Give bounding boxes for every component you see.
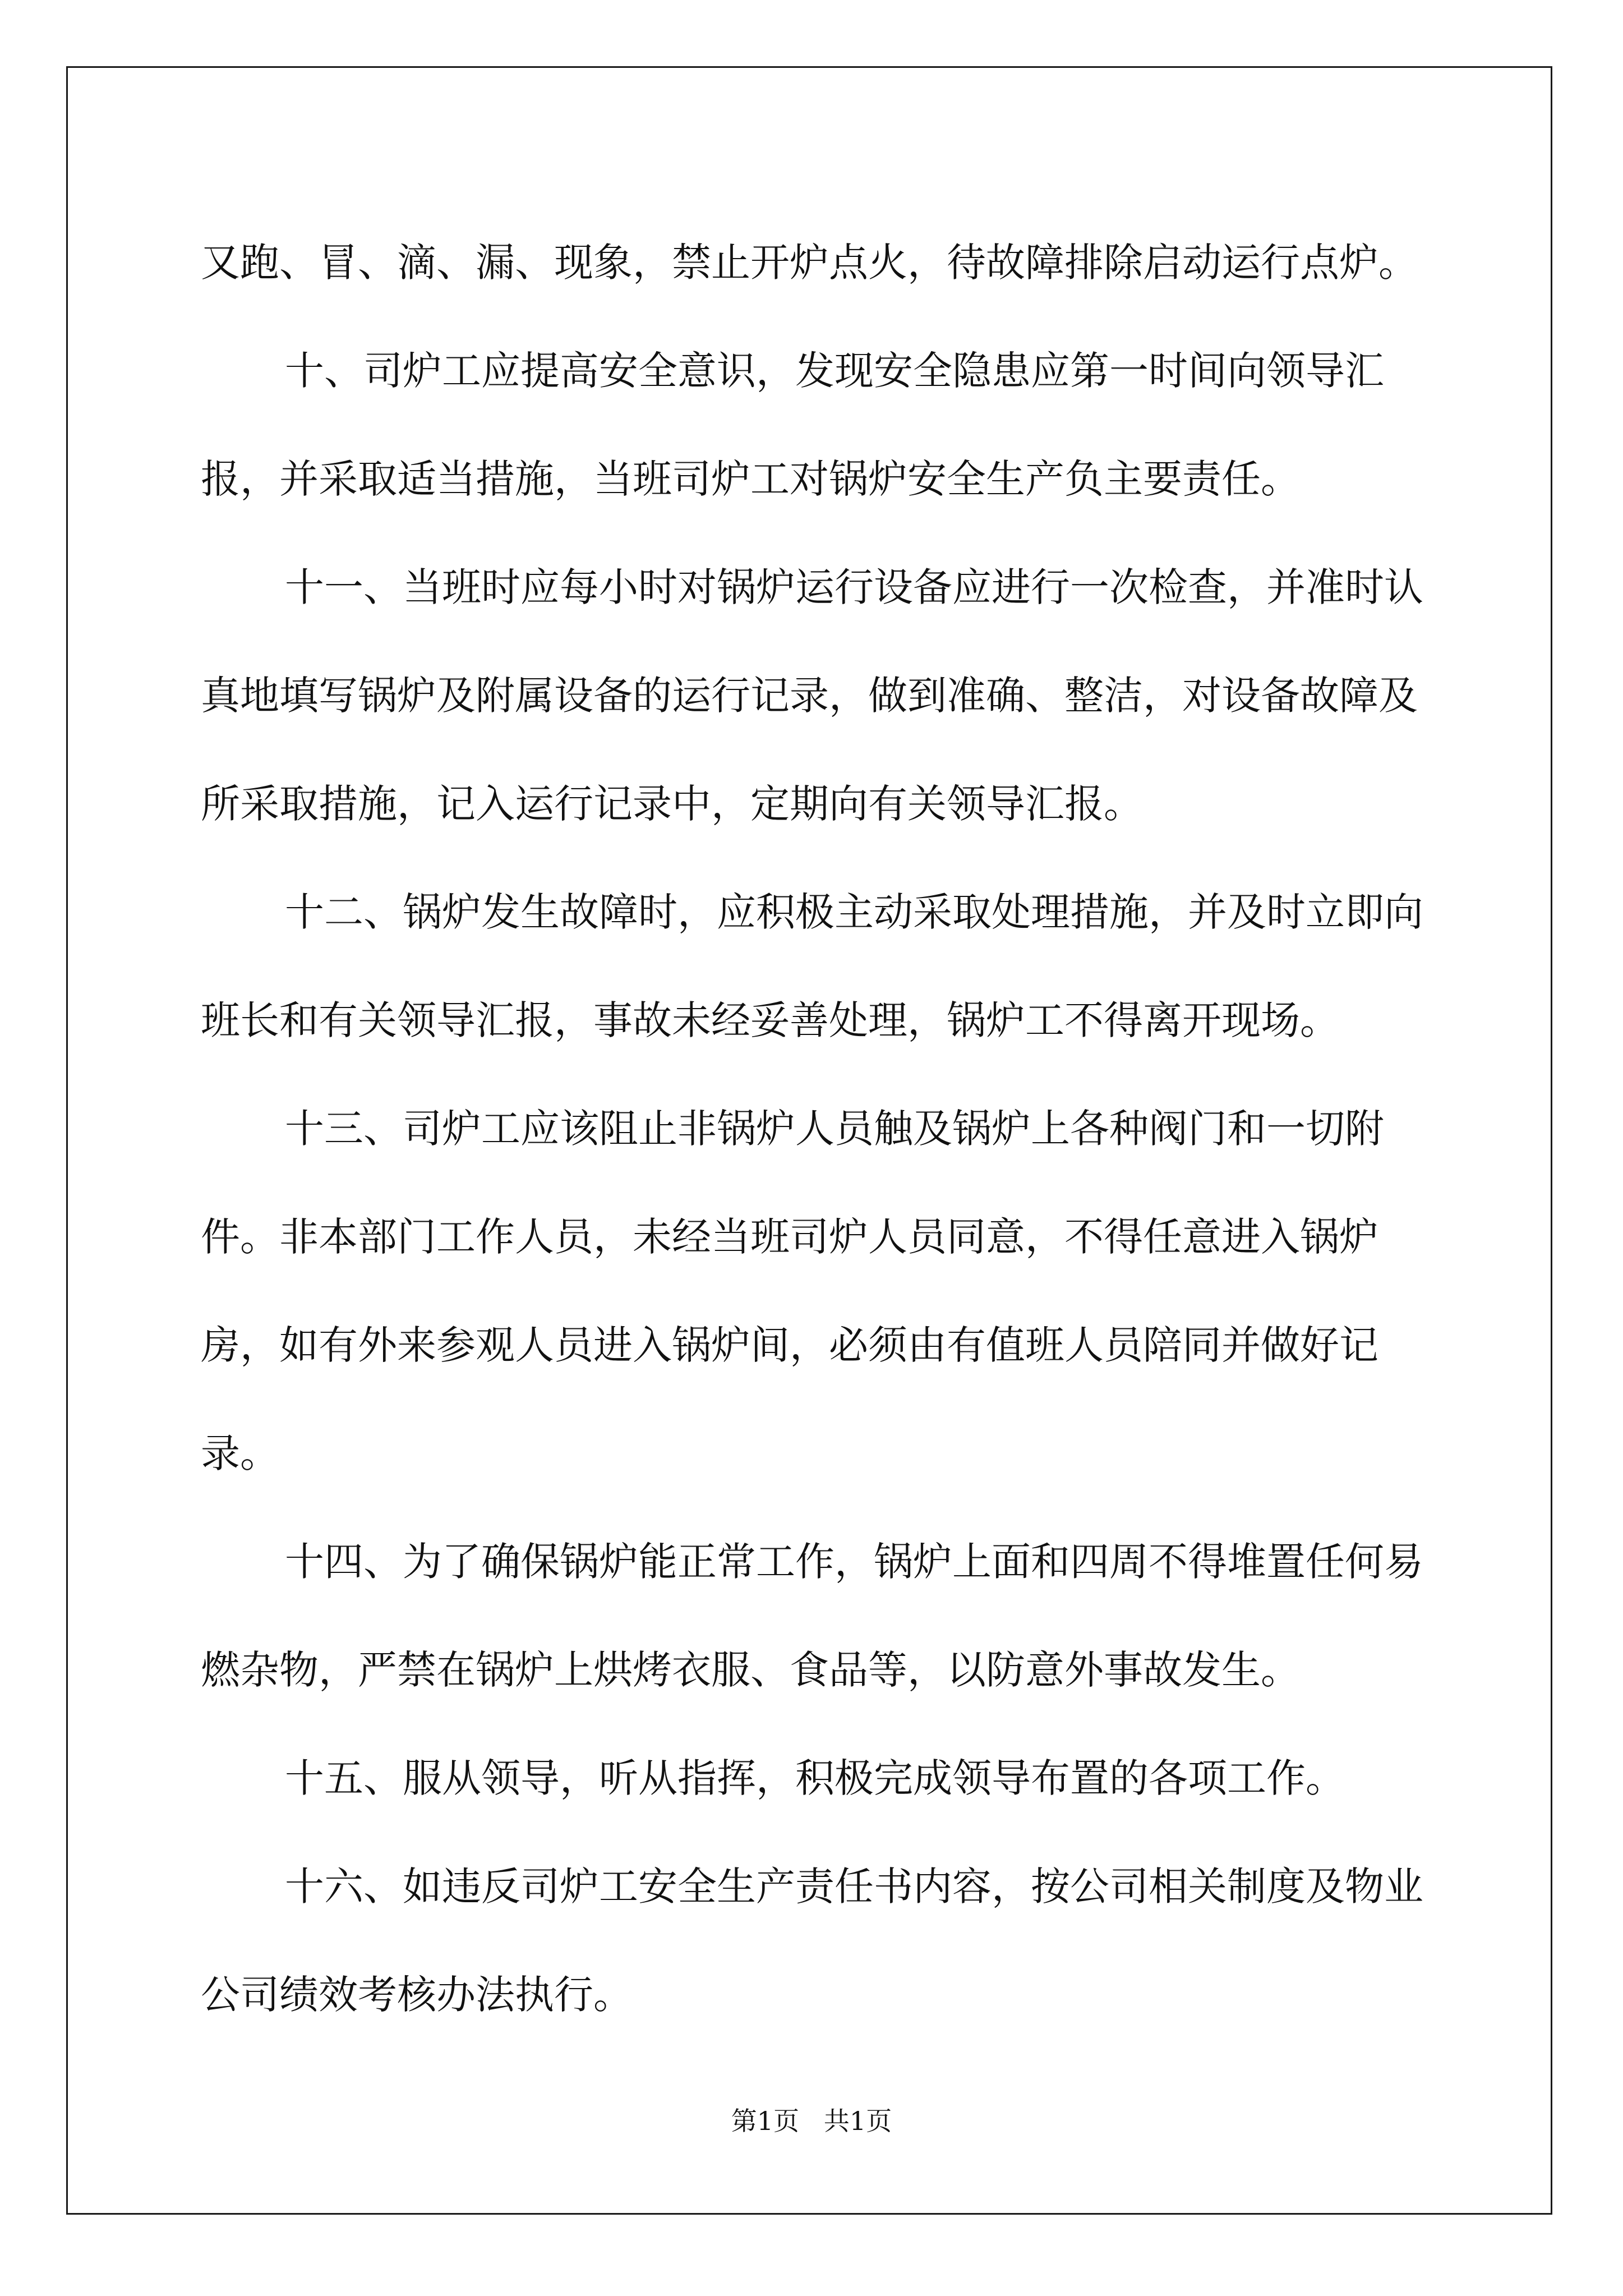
paragraph-item-10: 十、司炉工应提高安全意识，发现安全隐患应第一时间向领导汇报，并采取适当措施，当班司炉工对锅炉安全生产负主要责任。 xyxy=(201,348,1384,502)
paragraph-item-16: 十六、如违反司炉工安全生产责任书内容，按公司相关制度及物业公司绩效考核办法执行。 xyxy=(201,1864,1423,2018)
paragraph-item-12: 十二、锅炉发生故障时，应积极主动采取处理措施，并及时立即向班长和有关领导汇报，事故未经妥善处理，锅炉工不得离开现场。 xyxy=(201,889,1423,1043)
paragraph-continuation: 又跑、冒、滴、漏、现象，禁止开炉点火，待故障排除启动运行点炉。 xyxy=(201,240,1418,286)
document-body xyxy=(201,209,1429,2049)
page-number-footer: 第1页 共1页 xyxy=(731,2106,892,2136)
paragraph-item-15: 十五、服从领导，听从指挥，积极完成领导布置的各项工作。 xyxy=(285,1755,1345,1801)
paragraph-item-13: 十三、司炉工应该阻止非锅炉人员触及锅炉上各种阀门和一切附件。非本部门工作人员，未经当班司炉人员同意，不得任意进入锅炉房，如有外来参观人员进入锅炉间，必须由有值班人员陪同并做好记录。 xyxy=(201,1106,1384,1476)
paragraph-item-14: 十四、为了确保锅炉能正常工作，锅炉上面和四周不得堆置任何易燃杂物，严禁在锅炉上烘烤衣服、食品等，以防意外事故发生。 xyxy=(201,1539,1423,1693)
paragraph-item-11: 十一、当班时应每小时对锅炉运行设备应进行一次检查，并准时认真地填写锅炉及附属设备的运行记录，做到准确、整洁，对设备故障及所采取措施，记入运行记录中，定期向有关领导汇报。 xyxy=(201,564,1423,827)
